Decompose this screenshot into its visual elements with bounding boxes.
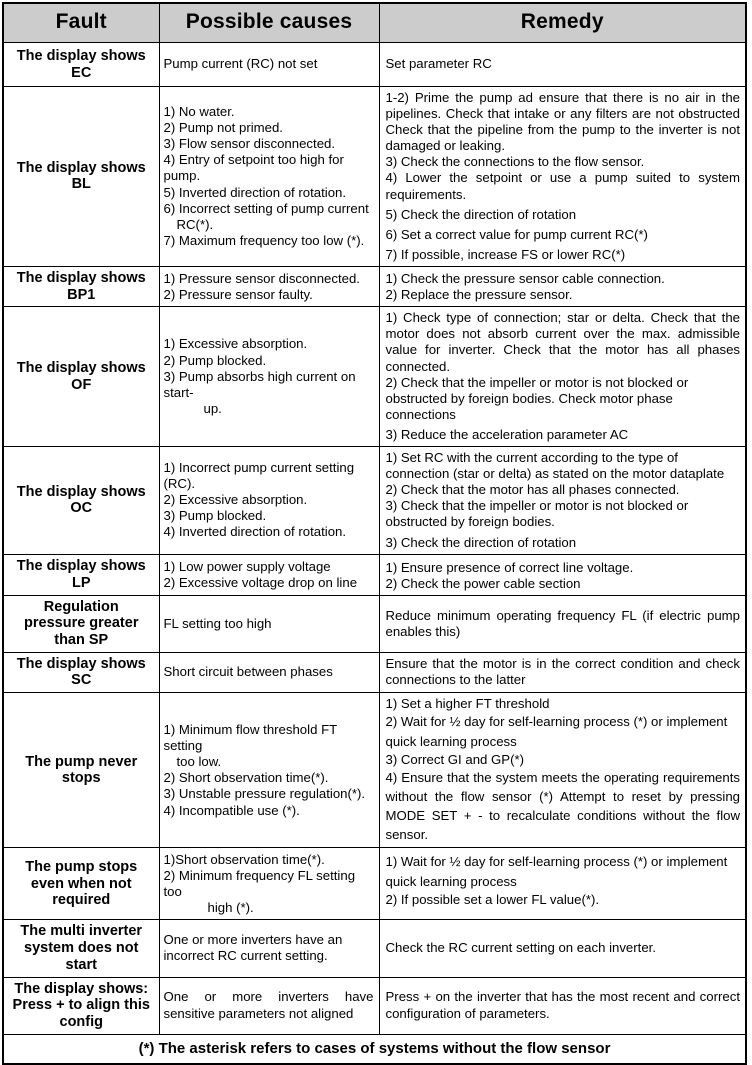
table-row [3, 554, 746, 595]
causes-cell [159, 693, 379, 848]
fault-cell [3, 554, 159, 595]
column-header-remedy: Remedy [379, 3, 746, 43]
remedy-cell [379, 920, 746, 977]
cause-item: 5) Inverted direction of rotation. [163, 184, 347, 200]
remedy-item: 2) Check that the motor has all phases connected. [385, 482, 680, 498]
cause-item: 1) Low power supply voltage [163, 558, 331, 574]
fault-line: stops [61, 770, 101, 787]
remedy-cell [379, 693, 746, 848]
remedy-item: 1) Check type of connection; star or delta. Check that the motor does not absorb current over the max. admissible value for inverter. Check that the motor has all phases connected. [385, 310, 740, 374]
fault-cell [3, 595, 159, 652]
fault-code: OF [71, 376, 92, 393]
fault-line: than SP [54, 632, 109, 649]
remedy-item: Ensure that the motor is in the correct condition and check connections to the latter [385, 656, 740, 688]
cause-item-continuation: up. [203, 400, 222, 416]
cause-item-continuation: too low. [176, 754, 222, 770]
remedy-item: 3) Reduce the acceleration parameter AC [385, 426, 629, 442]
fault-cell [3, 977, 159, 1034]
fault-cell [3, 693, 159, 848]
table-row [3, 848, 746, 920]
fault-line: The display shows [16, 47, 146, 64]
table-row [3, 693, 746, 848]
remedy-item: 1) Set RC with the current according to the type of connection (star or delta) as stated on the motor dataplate [385, 450, 725, 482]
table-row [3, 43, 746, 87]
fault-line: The pump never [25, 753, 138, 770]
column-header-fault: Fault [3, 3, 159, 43]
cause-item: 1) Incorrect pump current setting (RC). [163, 460, 355, 492]
fault-line: The display shows [16, 558, 146, 575]
table-row [3, 595, 746, 652]
causes-cell [159, 977, 379, 1034]
remedy-item: 2) Wait for ½ day for self-learning process (*) or implement quick learning process [385, 714, 728, 750]
table-header-row [3, 3, 746, 43]
causes-cell [159, 554, 379, 595]
cause-item: incorrect RC current setting. [163, 948, 328, 964]
cause-item: 2) Excessive absorption. [163, 492, 308, 508]
cause-item: 3) Pump absorbs high current on start- [163, 368, 356, 400]
remedy-item: 2) Check that the impeller or motor is not blocked or obstructed by foreign bodies. Check motor phase connections [385, 374, 689, 422]
table-row [3, 977, 746, 1034]
remedy-item: 3) Check the connections to the flow sensor. [385, 154, 645, 170]
table-body [3, 43, 746, 1064]
fault-code: SC [71, 672, 92, 689]
cause-item: 2) Pump blocked. [163, 352, 267, 368]
cause-item: 4) Incompatible use (*). [163, 802, 300, 818]
causes-cell [159, 848, 379, 920]
remedy-cell [379, 87, 746, 267]
fault-line: The display shows: [14, 980, 149, 997]
cause-item: 7) Maximum frequency too low (*). [163, 232, 365, 248]
table-row [3, 920, 746, 977]
remedy-item: 2) Check the power cable section [385, 575, 581, 591]
fault-cell [3, 920, 159, 977]
fault-code: BL [71, 176, 91, 193]
cause-item: 3) Pump blocked. [163, 508, 267, 524]
table-row [3, 652, 746, 692]
fault-troubleshooting-table [2, 2, 747, 1065]
table-row [3, 447, 746, 555]
cause-item: 1) No water. [163, 104, 235, 120]
cause-item: 1) Excessive absorption. [163, 336, 308, 352]
fault-cell [3, 307, 159, 447]
remedy-cell [379, 554, 746, 595]
remedy-cell [379, 977, 746, 1034]
remedy-cell [379, 848, 746, 920]
remedy-item: 1) Set a higher FT threshold [385, 696, 550, 712]
remedy-item: 2) If possible set a lower FL value(*). [385, 892, 600, 908]
remedy-item: 4) Ensure that the system meets the operating requirements without the flow sensor (*) Attempt to reset by pressing MODE SET + - to recalculate conditions without the flow sensor. [385, 769, 740, 843]
remedy-item: 2) Replace the pressure sensor. [385, 286, 573, 302]
causes-cell [159, 447, 379, 555]
table-row [3, 266, 746, 306]
remedy-item: 3) Correct GI and GP(*) [385, 751, 525, 767]
fault-cell [3, 652, 159, 692]
cause-item: Short circuit between phases [163, 664, 333, 680]
remedy-cell [379, 595, 746, 652]
column-header-possible-causes: Possible causes [159, 3, 379, 43]
cause-item: 1)Short observation time(*). [163, 851, 325, 867]
causes-cell [159, 920, 379, 977]
remedy-item: 3) Check that the impeller or motor is not blocked or obstructed by foreign bodies. [385, 498, 689, 530]
remedy-item: 1) Wait for ½ day for self-learning process (*) or implement quick learning process [385, 854, 728, 890]
fault-code: EC [71, 64, 92, 81]
fault-line: The display shows [16, 359, 146, 376]
fault-cell [3, 848, 159, 920]
fault-line: even when not [30, 875, 132, 892]
cause-item-continuation: high (*). [207, 900, 254, 916]
remedy-cell [379, 652, 746, 692]
cause-item: Pump current (RC) not set [163, 56, 318, 72]
fault-cell [3, 447, 159, 555]
remedy-cell [379, 447, 746, 555]
cause-item-continuation: RC(*). [176, 216, 214, 232]
remedy-item: 5) Check the direction of rotation [385, 206, 577, 222]
cause-item: 2) Pressure sensor faulty. [163, 286, 313, 302]
cause-item: 2) Pump not primed. [163, 120, 283, 136]
remedy-item: Set parameter RC [385, 56, 492, 72]
fault-code: OC [70, 500, 93, 517]
remedy-item: Press + on the inverter that has the most recent and correct configuration of parameters. [385, 989, 740, 1021]
causes-cell [159, 307, 379, 447]
cause-item: One or more inverters have an [163, 932, 343, 948]
remedy-item: 7) If possible, increase FS or lower RC(*) [385, 246, 626, 262]
cause-item: 3) Flow sensor disconnected. [163, 136, 336, 152]
remedy-item: Check the RC current setting on each inverter. [385, 940, 656, 956]
cause-item: 2) Excessive voltage drop on line [163, 574, 358, 590]
remedy-cell [379, 266, 746, 306]
fault-line: required [52, 892, 111, 909]
remedy-item: 1) Check the pressure sensor cable connection. [385, 270, 665, 286]
footnote-asterisk: (*) The asterisk refers to cases of systems without the flow sensor [3, 1034, 746, 1064]
remedy-item: 1) Ensure presence of correct line voltage. [385, 559, 634, 575]
cause-item: FL setting too high [163, 615, 272, 631]
remedy-cell [379, 43, 746, 87]
remedy-item: 6) Set a correct value for pump current RC(*) [385, 226, 648, 242]
table-row [3, 307, 746, 447]
fault-line: The pump stops [25, 858, 138, 875]
fault-line: start [65, 956, 97, 973]
fault-code: BP1 [67, 286, 96, 303]
fault-cell [3, 43, 159, 87]
remedy-cell [379, 307, 746, 447]
fault-line: The display shows [16, 159, 146, 176]
fault-line: Press + to align this [12, 997, 150, 1014]
remedy-item: Reduce minimum operating frequency FL (if electric pump enables this) [385, 607, 740, 639]
table-footer-row [3, 1034, 746, 1064]
causes-cell [159, 87, 379, 267]
cause-item: 3) Unstable pressure regulation(*). [163, 786, 366, 802]
fault-line: The multi inverter [20, 923, 143, 940]
cause-item: 2) Minimum frequency FL setting too [163, 867, 356, 899]
causes-cell [159, 43, 379, 87]
cause-item: 4) Entry of setpoint too high for pump. [163, 152, 344, 184]
fault-line: The display shows [16, 655, 146, 672]
fault-cell [3, 266, 159, 306]
cause-item: 4) Inverted direction of rotation. [163, 524, 347, 540]
remedy-item: 1-2) Prime the pump ad ensure that there is no air in the pipelines. Check that intake or any filters are not obstructed Check that the pipeline from the pump to the inverter is not damaged or leaking. [385, 90, 740, 154]
remedy-item: 3) Check the direction of rotation [385, 534, 577, 550]
fault-line: pressure greater [24, 615, 139, 632]
cause-item: 2) Short observation time(*). [163, 770, 329, 786]
fault-line: system does not [24, 940, 139, 957]
causes-cell [159, 266, 379, 306]
fault-line: The display shows [16, 483, 146, 500]
fault-line: config [59, 1013, 103, 1030]
fault-cell [3, 87, 159, 267]
remedy-item: 4) Lower the setpoint or use a pump suited to system requirements. [385, 170, 740, 202]
table-row [3, 87, 746, 267]
cause-item: 6) Incorrect setting of pump current [163, 200, 369, 216]
fault-line: The display shows [16, 269, 146, 286]
causes-cell [159, 652, 379, 692]
cause-item: 1) Pressure sensor disconnected. [163, 270, 360, 286]
causes-cell [159, 595, 379, 652]
fault-line: Regulation [43, 598, 119, 615]
fault-code: LP [71, 574, 91, 591]
cause-item: One or more inverters have sensitive parameters not aligned [163, 989, 374, 1021]
cause-item: 1) Minimum flow threshold FT setting [163, 722, 337, 754]
